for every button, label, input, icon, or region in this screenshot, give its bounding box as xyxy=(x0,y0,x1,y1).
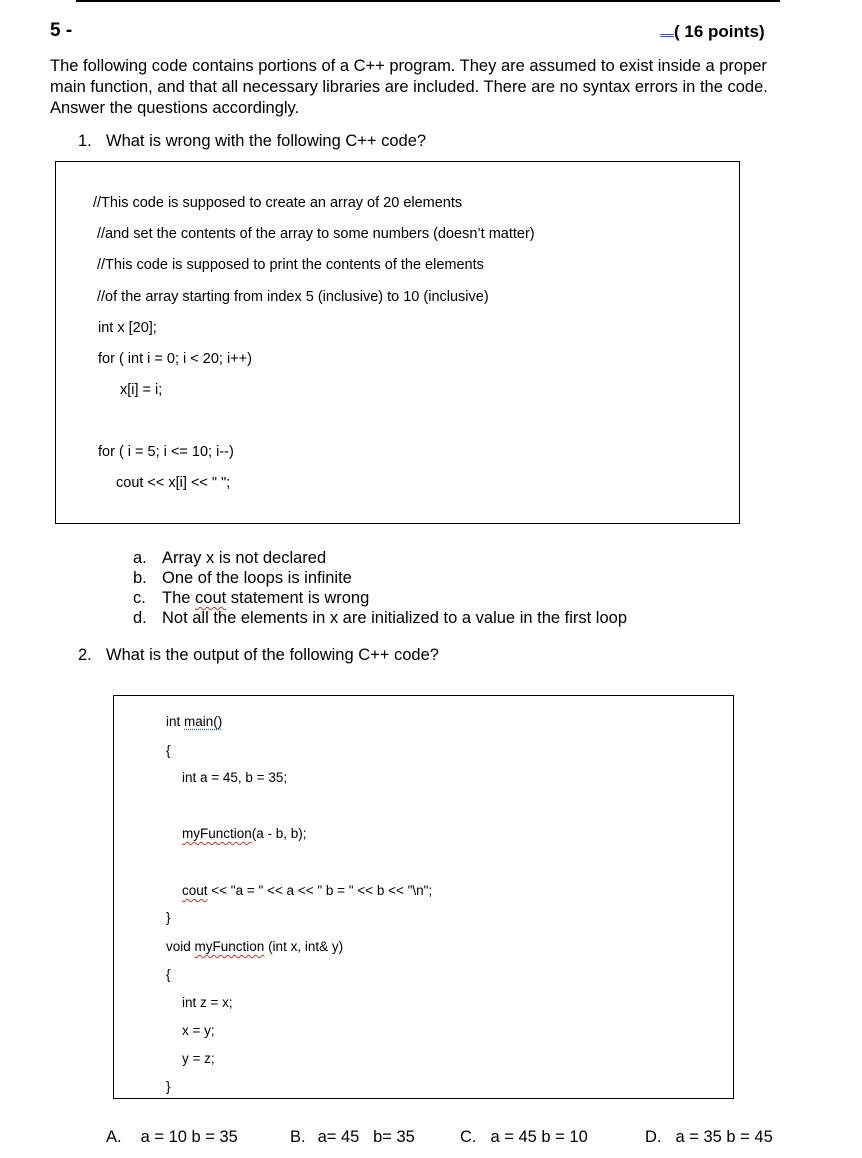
code-line: { xyxy=(166,967,171,982)
code-box-1 xyxy=(55,161,740,524)
option-c[interactable]: c. The cout statement is wrong xyxy=(133,589,370,607)
subquestion-1 xyxy=(78,132,426,151)
code-line: y = z; xyxy=(182,1051,215,1066)
code-line: int main() xyxy=(166,714,223,729)
code-line: cout << x[i] << " "; xyxy=(116,475,231,491)
answer-a[interactable]: A. a = 10 b = 35 xyxy=(106,1128,238,1146)
answer-d[interactable]: D. a = 35 b = 45 xyxy=(645,1128,773,1146)
subquestion-2-number: 2. xyxy=(78,646,92,664)
answer-b[interactable]: B. a= 45 b= 35 xyxy=(290,1128,415,1146)
code-line: //This code is supposed to print the contents of the elements xyxy=(97,257,484,273)
code-line: for ( int i = 0; i < 20; i++) xyxy=(98,351,252,367)
code-line: myFunction(a - b, b); xyxy=(182,826,307,841)
code-line: x = y; xyxy=(182,1023,215,1038)
option-d[interactable]: d. Not all the elements in x are initialized to a value in the first loop xyxy=(133,609,627,627)
points-label xyxy=(660,22,765,42)
option-b[interactable]: b. One of the loops is infinite xyxy=(133,569,352,587)
code-line: //of the array starting from index 5 (inclusive) to 10 (inclusive) xyxy=(97,289,489,305)
subquestion-1-text: What is wrong with the following C++ code? xyxy=(106,132,427,150)
code-line: int z = x; xyxy=(182,995,233,1010)
spellcheck-word: cout xyxy=(195,589,227,607)
code-line: int a = 45, b = 35; xyxy=(182,770,288,785)
top-rule xyxy=(76,0,780,2)
code-line: void myFunction (int x, int& y) xyxy=(166,939,344,954)
code-line: x[i] = i; xyxy=(120,382,163,398)
subquestion-2 xyxy=(78,646,439,665)
options-list-1 xyxy=(133,548,627,628)
code-line: { xyxy=(166,743,171,758)
code-line: //and set the contents of the array to some numbers (doesn’t matter) xyxy=(97,226,535,242)
answer-c[interactable]: C. a = 45 b = 10 xyxy=(460,1128,588,1146)
code-line: } xyxy=(166,1079,171,1094)
points-text: ( 16 points) xyxy=(674,22,765,41)
code-line: int x [20]; xyxy=(98,320,157,336)
intro-paragraph: The following code contains portions of a C++ program. They are assumed to exist inside a proper main function, and that all necessary libraries are included. There are no syntax errors in the code. Answer the questions accordingly. xyxy=(50,57,768,117)
code-line: cout << "a = " << a << " b = " << b << "\n"; xyxy=(182,883,433,898)
code-line: } xyxy=(166,910,171,925)
subquestion-2-text: What is the output of the following C++ code? xyxy=(106,646,439,664)
question-number: 5 - xyxy=(50,20,73,41)
comment-marker-icon xyxy=(660,24,674,37)
code-line: for ( i = 5; i <= 10; i--) xyxy=(98,444,234,460)
code-line: //This code is supposed to create an array of 20 elements xyxy=(93,195,463,211)
subquestion-1-number: 1. xyxy=(78,132,92,150)
option-a[interactable]: a. Array x is not declared xyxy=(133,549,327,567)
